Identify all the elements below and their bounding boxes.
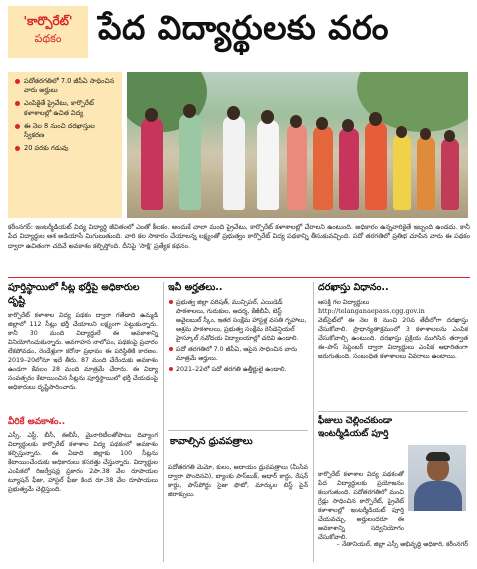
scheme-tag-name: 'కార్పొరేట్' [23, 14, 73, 28]
column-divider [313, 282, 314, 562]
documents-body: పదోతరగతి మెమో, కులం, ఆదాయం ధ్రువపత్రాలు (మీసేవ ద్వారా పొందినవి), బ్యాంకు పాస్‌బుక్, ఆధార్ కార్డు, రేషన్ కార్డు, పాస్‌పోర్టు సైజు ఫొటో, మార్కుల లిస్ట్ పైన్ జిరాక్సులు. [168, 464, 308, 498]
photo-student-head [396, 126, 407, 138]
highlight-item: ఈ నెల 8 నుంచి దరఖాస్తుల స్వీకరణ [14, 122, 117, 140]
eligibility-item: 2021–22లో పదో తరగతి ఉత్తీర్ణులై ఉండాలి. [168, 365, 308, 374]
eligibility-list [168, 298, 308, 376]
posts-section-body: కార్పొరేట్ కళాశాల విద్య పథకం ద్వారా గతేడాది ఉమ్మడి జిల్లాలో 112 సీట్లు భర్తీ చేయాలని లక్ష్యంగా పెట్టుకున్నారు. కానీ 30 మంది విద్యార్థులే ఈ అవకాశాన్ని వినియోగించుకున్నారు. అవగాహన నాలోపం, పథకంపై ప్రచారం లేకపోవడం, రెండేళ్లుగా కరోనా ప్రభావం ఈ పరిస్థితికి కారణం. 2019–20లోనూ ఇదే తీరు. 87 మంది చేరేందుకు అవకాశం ఉండగా కేవలం 28 మంది మాత్రమే చేరారు. ఈ విద్యా సంవత్సరం కేటాయించిన సీట్లను పూర్తిస్థాయిలో భర్తీ చేయడంపై అధికారులు దృష్టిసారించారు. [8, 312, 158, 391]
masthead [8, 6, 470, 58]
officer-portrait [408, 445, 466, 511]
photo-student [287, 124, 307, 210]
eligible-groups-body: ఎస్సీ, ఎస్టీ, బీసీ, ఈబీసీ, మైనారిటీలతోపాటు దివ్యాంగ విద్యార్థులకు కార్పొరేట్ కళాశాల విద్య పథకంలో అవకాశం కల్పిస్తున్నారు. ఈ ఏడాది జిల్లాకు 100 సీట్లను కేటాయించేందుకు అధికారులు కసరత్తు చేస్తున్నారు. విద్యార్థుల ఎంపికలో రిజర్వేషన్ల ప్రకారం 2పా.38 వేల రూపాయల ట్యూషన్ ఫీజు, హాస్టల్ ఫీజు కింద రూ.38 వేల రూపాయలు ప్రభుత్వమే చెల్లిస్తుంది. [8, 432, 158, 493]
section-divider [168, 430, 308, 431]
bullet-icon [15, 101, 20, 106]
application-body [318, 298, 468, 361]
intro-paragraph: కరీంనగర్: ఇంటర్మీడియట్ విద్య విద్యార్థి జీవితంలో ఎంతో కీలకం. అందుకే చాలా మంది ప్రైవేటు, కార్పొరేట్ కళాశాలల్లో చేరాలని ఉంటుంది. అధికారం ఉన్నవారికైతే ఇబ్బంది ఉండదు. కానీ పేద విద్యార్థుల ఆశ అడియాసే మిగులుతుంది. వారి కల సాకారం చేయాలన్న లక్ష్యంతో ప్రభుత్వం కార్పొరేట్ విద్య పథకాన్ని తీసుకువచ్చింది. పదో తరగతిలో ప్రతిభ చూపిన వారు ఈ పథకం ద్వారా ఉచితంగా చదివే అవకాశం కల్పిస్తోంది. దీనిపై 'సాక్షి' ప్రత్యేక కథనం. [8, 223, 470, 250]
highlight-item: ఎంపికైతే ప్రైవేటు, కార్పొరేట్ కళాశాలల్లో ఉచిత విద్య [14, 99, 117, 117]
section-divider [8, 277, 470, 278]
bullet-icon [169, 367, 173, 371]
fees-title: ఫీజులు చెల్లించకుండా ఇంటర్మీడియట్ పూర్తి [318, 416, 393, 439]
bullet-icon [169, 300, 173, 304]
bullet-icon [15, 146, 20, 151]
photo-student [339, 128, 359, 210]
highlights-box [8, 72, 122, 218]
section-divider [318, 411, 468, 412]
fees-body: కార్పొరేట్ కళాశాల విద్య పథకంతో పేద విద్యార్థులకు ప్రయోజనం కలుగుతుంది. పదోతరగతిలో మంచి గ్రేడ్లు సాధించిన కార్పొరేట్, ప్రైవేట్ కళాశాలల్లో ఇంటర్మీడియట్ పూర్తి చేయవచ్చు. అర్హులందరూ ఈ అవకాశాన్ని సద్వినియోగం చేసుకోవాలి. [318, 471, 404, 541]
photo-student-head [420, 128, 431, 140]
photo-student-head [227, 106, 240, 120]
application-title: దరఖాస్తు విధానం.. [318, 282, 389, 293]
application-details: వెబ్‌సైట్‌లో ఈ నెల 8 నుంచి 20వ తేదీలోగా దరఖాస్తు చేసుకోవాలి. ప్రాధాన్యతాక్రమంలో 3 కళాశాలలను ఎంపిక చేసుకోవాల్సి ఉంటుంది. దరఖాస్తు ప్రక్రియ ముగిసిన తర్వాత ఈ–పాస్ సెప్టెంబర్ ద్వారా విద్యార్థులు ఎంపిక ఆధారితంగా జరుగుతుంది. సంబంధిత కళాశాలలు వివరాలు ఉంటాయి. [318, 317, 468, 360]
photo-student [313, 126, 333, 210]
highlight-item: 20 వరకు గడువు [14, 144, 117, 153]
photo-student-head [342, 119, 354, 132]
bullet-icon [15, 124, 20, 129]
photo-student-head [183, 104, 196, 118]
portrait-body [414, 481, 462, 511]
posts-section-title: పూర్తిస్థాయిలో సీట్ల భర్తీపై అధికారుల దృష్టి [8, 282, 140, 306]
photo-student-head [316, 117, 328, 130]
highlight-item: పదోతరగతిలో 7.0 జీపీఏ సాధించిన వారు అర్హులు [14, 77, 117, 95]
photo-student [141, 118, 163, 210]
photo-student [257, 120, 279, 210]
eligible-groups-title: వీరికే అవకాశం.. [8, 417, 66, 427]
eligibility-title: ఇవీ అర్హతలు.. [168, 282, 223, 293]
bullet-icon [169, 347, 173, 351]
photo-student-head [369, 112, 382, 126]
photo-student [393, 134, 411, 210]
column-divider [163, 282, 164, 562]
eligibility-item: ప్రభుత్వ జిల్లా పరిషత్, మున్సిపల్, ఎయిడెడ్ పాఠశాలలు, గురుకుల, ఆదర్శ, కేజీబీవీ, బెస్ట్ అవైలబుల్ స్కీం, ఇతర సంక్షేమ హాస్టళ్ల వసతి గృహాలు, ఆశ్రమ పాఠశాలలు, ప్రభుత్వ సంక్షేమ రెసిడెన్షియల్ హైస్కూల్ నవోదయ విద్యాలయాల్లో చదివి ఉండాలి. [168, 298, 308, 343]
photo-student-head [261, 110, 274, 124]
photo-student [365, 122, 387, 210]
page-headline: పేద విద్యార్థులకు వరం [98, 8, 389, 47]
application-url-link[interactable]: http://telanganaepass.cgg.gov.in [318, 307, 425, 315]
officer-signature: – నేతానియల్, జిల్లా ఎస్సీ అభివృద్ధి అధికారి, కరీంనగర్ [336, 541, 468, 548]
photo-student-head [290, 115, 302, 128]
documents-title: కావాల్సిన ధ్రువపత్రాలు [170, 436, 253, 447]
portrait-hair [426, 452, 450, 461]
photo-student-head [145, 108, 158, 122]
application-intro: ఆసక్తి గల విద్యార్థులు [318, 299, 370, 306]
scheme-tag-box [8, 6, 88, 58]
photo-student [179, 114, 201, 210]
eligibility-item: పదో తరగతిలో 7.0 జీపీఏ, ఆపైన సాధించిన వారు మాత్రమే అర్హులు. [168, 345, 308, 363]
photo-student-head [444, 130, 455, 142]
students-photo [127, 72, 468, 218]
bullet-icon [15, 79, 20, 84]
photo-student [441, 138, 459, 210]
photo-student [417, 136, 435, 210]
photo-student [223, 116, 245, 210]
scheme-tag-label: పథకం [34, 32, 62, 45]
